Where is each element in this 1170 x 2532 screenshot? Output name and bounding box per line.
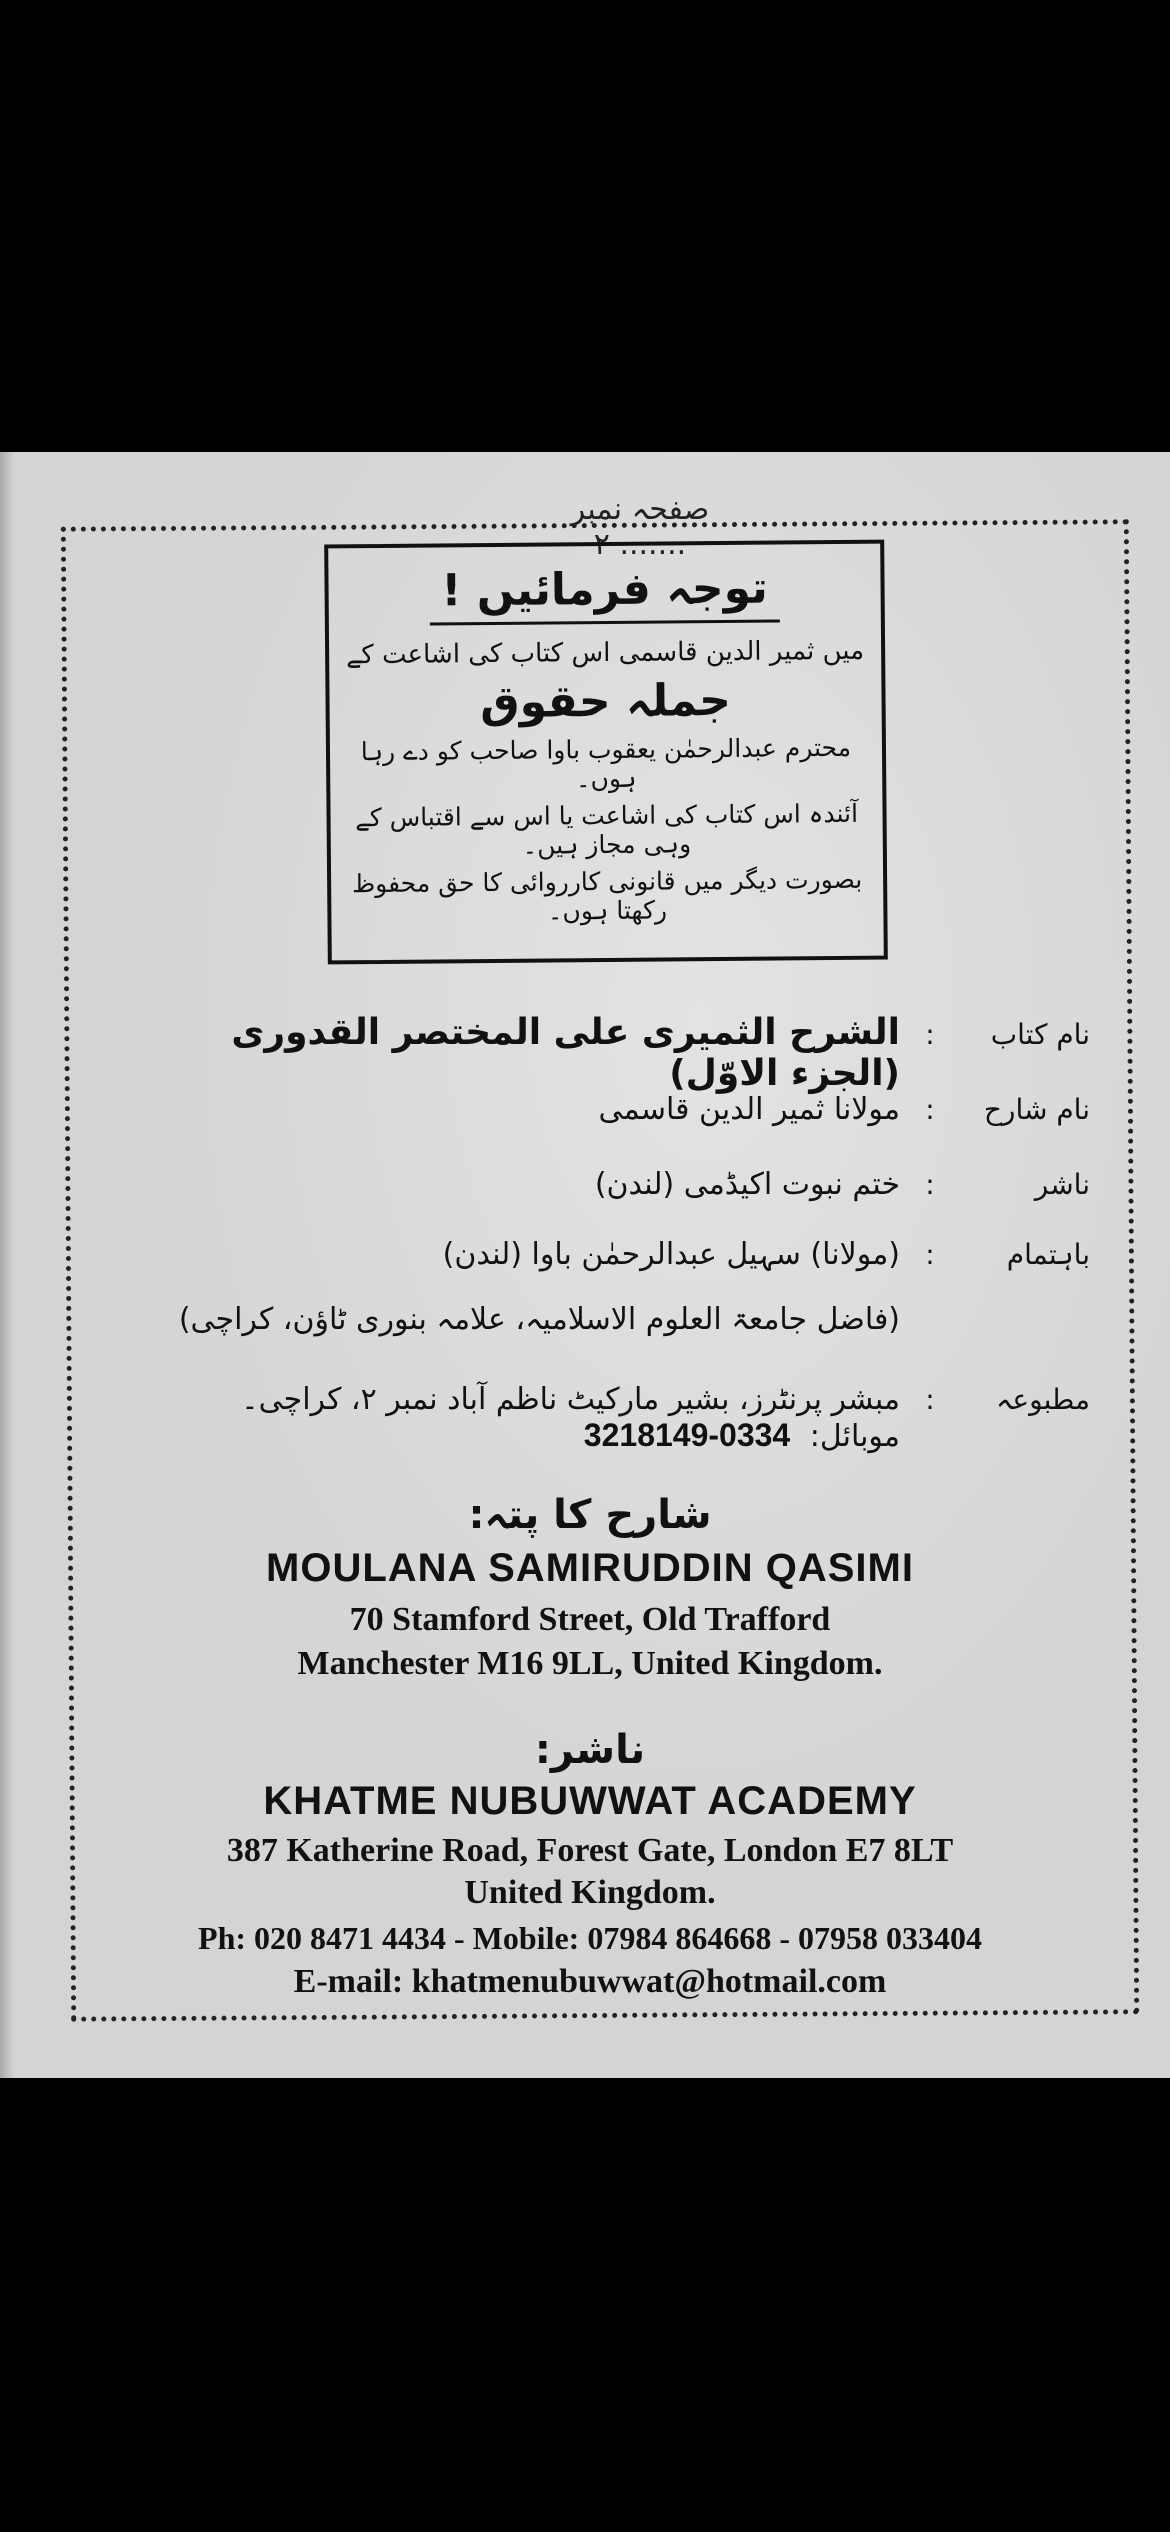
- separator: :: [925, 1168, 935, 1201]
- page-edge-shadow: [0, 452, 14, 2078]
- commentator-address-block: [140, 1492, 1040, 1683]
- publisher-row: [170, 1167, 1090, 1202]
- notice-line-2: محترم عبدالرحمٰن یعقوب باوا صاحب کو دے رہا ہوں۔: [360, 732, 852, 794]
- publisher-value: ختم نبوت اکیڈمی (لندن): [594, 1167, 900, 1202]
- commentator-address-line-2: Manchester M16 9LL, United Kingdom.: [297, 1645, 883, 1682]
- supervision-label: باہتمام: [1006, 1238, 1090, 1271]
- notice-line-1: میں ثمیر الدین قاسمی اس کتاب کی اشاعت کے: [345, 635, 865, 671]
- publisher-label: ناشر: [1034, 1168, 1090, 1201]
- supervision-note-row: [170, 1302, 1090, 1337]
- printed-text: مبشر پرنٹرز، بشیر مارکیٹ ناظم آباد نمبر ۲، کراچی۔ موبائل:: [241, 1382, 900, 1454]
- printed-value: [170, 1382, 900, 1454]
- separator: :: [925, 1018, 935, 1051]
- printed-phone: 0334-3218149: [583, 1417, 791, 1453]
- supervision-value: (مولانا) سہیل عبدالرحمٰن باوا (لندن): [442, 1237, 900, 1272]
- copyright-notice-box: [324, 540, 888, 965]
- book-name-value: الشرح الثمیری علی المختصر القدوری (الجزء الاوّل): [231, 1012, 900, 1094]
- notice-title: توجہ فرمائیں !: [429, 562, 780, 625]
- commentator-row: [170, 1092, 1090, 1127]
- separator: :: [925, 1093, 935, 1126]
- printed-row: [170, 1382, 1090, 1454]
- commentator-address-line-1: 70 Stamford Street, Old Trafford: [349, 1601, 831, 1638]
- printed-label: مطبوعہ: [996, 1383, 1090, 1416]
- supervision-note: (فاضل جامعۃ العلوم الاسلامیہ، علامہ بنوری ٹاؤن، کراچی): [178, 1302, 900, 1337]
- supervision-row: [170, 1237, 1090, 1272]
- publisher-address-line-1: 387 Katherine Road, Forest Gate, London E7 8LT: [226, 1832, 954, 1869]
- commentator-name: MOULANA SAMIRUDDIN QASIMI: [266, 1546, 914, 1590]
- publisher-name: KHATME NUBUWWAT ACADEMY: [263, 1779, 917, 1823]
- publisher-phone: Ph: 020 8471 4434 - Mobile: 07984 864668 - 07958 033404: [198, 1920, 982, 1956]
- commentator-label: نام شارح: [983, 1093, 1090, 1126]
- publisher-address-line-2: United Kingdom.: [464, 1874, 716, 1911]
- notice-line-3: آئندہ اس کتاب کی اشاعت یا اس سے اقتباس کے وہی مجاز ہیں۔: [355, 798, 859, 860]
- separator: :: [925, 1383, 935, 1416]
- publisher-email: E-mail: khatmenubuwwat@hotmail.com: [293, 1963, 887, 2000]
- commentator-value: مولانا ثمیر الدین قاسمی: [598, 1092, 900, 1127]
- notice-rights-heading: جملہ حقوق: [480, 674, 732, 729]
- commentator-address-heading: شارح کا پتہ:: [468, 1492, 712, 1538]
- separator: :: [925, 1238, 935, 1271]
- book-name-row: [170, 1012, 1090, 1094]
- publisher-address-heading: ناشر:: [534, 1727, 646, 1773]
- publisher-address-block: [100, 1727, 1080, 2001]
- book-page: [0, 452, 1170, 2078]
- page-number: صفحہ نمبر ....... ۲: [570, 492, 710, 562]
- notice-line-4: بصورت دیگر میں قانونی کارروائی کا حق محفوظ رکھتا ہوں۔: [351, 864, 863, 926]
- book-name-label: نام کتاب: [990, 1018, 1090, 1051]
